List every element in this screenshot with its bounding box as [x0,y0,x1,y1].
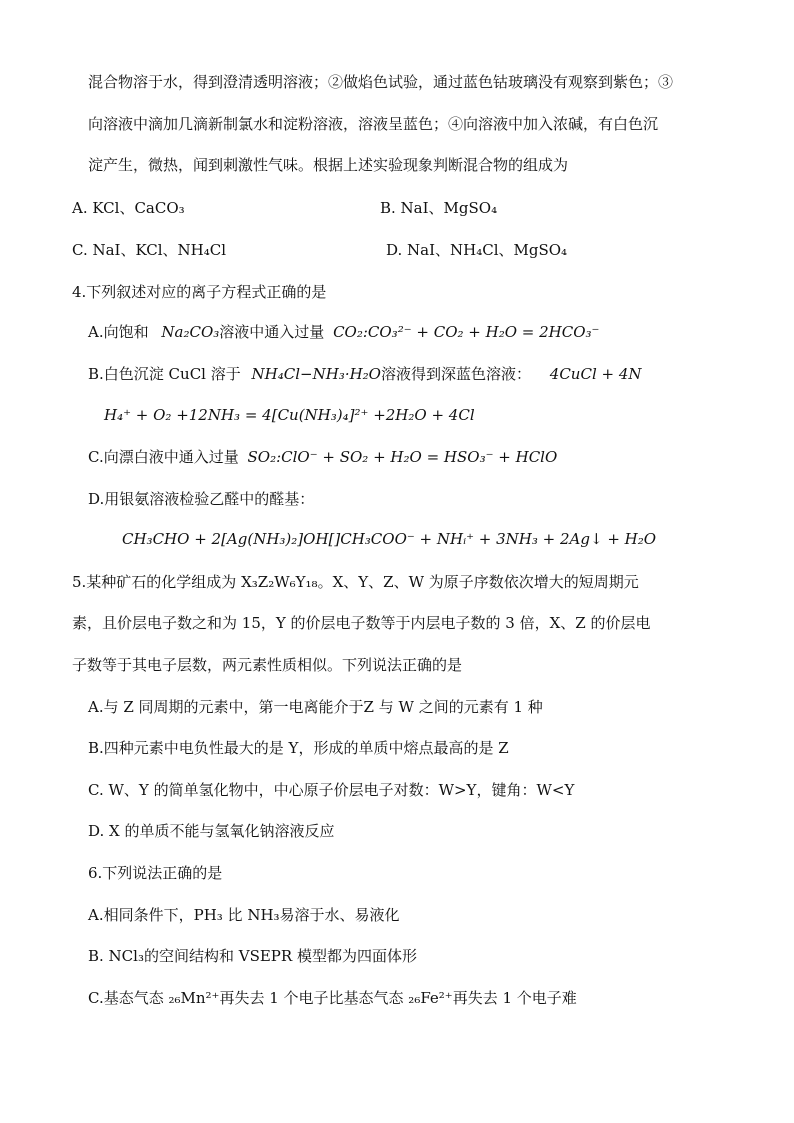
q5-stem-line-1: 5.某种矿石的化学组成为 X₃Z₂W₆Y₁₈。X、Y、Z、W 为原子序数依次增大的短周期元 [72,573,639,591]
q6-option-a: A.相同条件下，PH₃ 比 NH₃易溶于水、易液化 [88,906,400,924]
q4-option-a-salt: Na₂CO₃ [161,323,220,341]
q4-option-c-text: C.向漂白液中通入过量 [88,448,239,466]
q3-option-c: C. NaI、KCl、NH₄Cl [72,241,227,259]
q4-option-b-equation-part2: H₄⁺ + O₂ +12NH₃ = 4[Cu(NH₃)₄]²⁺ +2H₂O + 4Cl [104,406,475,424]
q6-option-c: C.基态气态 ₂₆Mn²⁺再失去 1 个电子比基态气态 ₂₆Fe²⁺再失去 1 个电子难 [88,989,577,1007]
q4-option-c [88,447,557,467]
q4-option-b-text: B.白色沉淀 CuCl 溶于 [88,365,241,383]
q5-stem-line-3: 子数等于其电子层数，两元素性质相似。下列说法正确的是 [72,656,463,674]
q3-stem-line-2: 向溶液中滴加几滴新制氯水和淀粉溶液，溶液呈蓝色；④向溶液中加入浓碱，有白色沉 [88,115,659,133]
q4-option-a [88,322,599,342]
q3-option-a: A. KCl、CaCO₃ [72,199,185,217]
q4-option-d-equation: CH₃CHO + 2[Ag(NH₃)₂]OH[]CH₃COO⁻ + NHᵢ⁺ + 3NH₃ + 2Ag↓ + H₂O [122,530,657,548]
q3-option-d: D. NaI、NH₄Cl、MgSO₄ [386,241,568,259]
q5-option-b: B.四种元素中电负性最大的是 Y，形成的单质中熔点最高的是 Z [88,739,509,757]
q5-option-c: C. W、Y 的简单氢化物中，中心原子价层电子对数：W>Y，键角：W<Y [88,781,575,799]
q4-option-b [88,364,642,384]
q3-stem-line-3: 淀产生，微热，闻到刺激性气味。根据上述实验现象判断混合物的组成为 [88,156,569,174]
q6-option-b: B. NCl₃的空间结构和 VSEPR 模型都为四面体形 [88,947,417,965]
q4-option-b-text2: 溶液得到深蓝色溶液： [380,365,531,383]
q4-option-a-text2: 溶液中通入过量 [219,323,325,341]
q3-stem-line-1: 混合物溶于水，得到澄清透明溶液；②做焰色试验，通过蓝色钴玻璃没有观察到紫色；③ [88,73,674,91]
q3-option-b: B. NaI、MgSO₄ [380,199,498,217]
q6-stem: 6.下列说法正确的是 [88,864,223,882]
q4-option-c-equation: SO₂:ClO⁻ + SO₂ + H₂O = HSO₃⁻ + HClO [247,448,558,466]
q4-option-a-text: A.向饱和 [88,323,149,341]
q4-option-a-equation: CO₂:CO₃²⁻ + CO₂ + H₂O = 2HCO₃⁻ [333,323,600,341]
q4-option-d: D.用银氨溶液检验乙醛中的醛基： [88,490,315,508]
q4-option-b-equation-part1: 4CuCl + 4N [549,365,642,383]
q4-stem: 4.下列叙述对应的离子方程式正确的是 [72,283,327,301]
q5-option-d: D. X 的单质不能与氢氧化钠溶液反应 [88,822,335,840]
q5-option-a: A.与 Z 同周期的元素中，第一电离能介于Z 与 W 之间的元素有 1 种 [88,698,543,716]
q5-stem-line-2: 素，且价层电子数之和为 15，Y 的价层电子数等于内层电子数的 3 倍，X、Z 的价层电 [72,614,651,632]
q4-option-b-reagent: NH₄Cl−NH₃·H₂O [251,365,381,383]
